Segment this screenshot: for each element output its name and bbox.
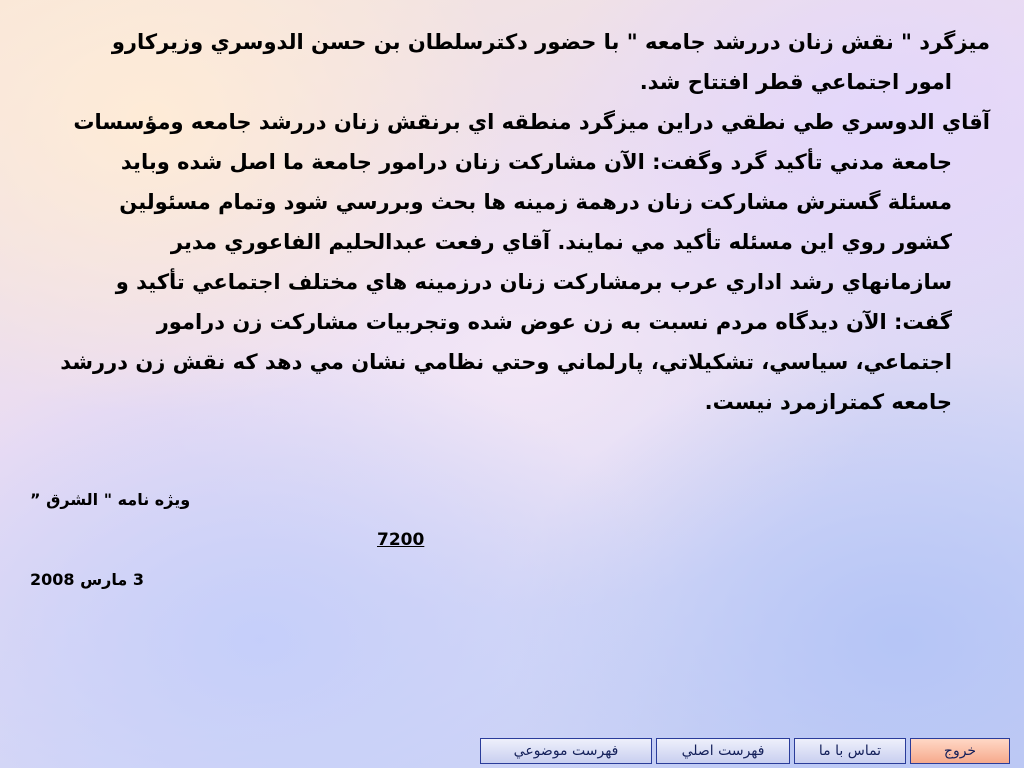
date-label: 3 مارس 2008 (30, 570, 145, 589)
paragraph-2-line: مسئلة گسترش مشاركت زنان درهمة زمينه ها بحث وبررسي شود وتمام مسئولين (119, 190, 952, 214)
paragraph-2-line: كشور روي اين مسئله تأكيد مي نمايند. آقاي رفعت عبدالحليم الفاعوري مدير (170, 230, 952, 254)
paragraph-2-line: جامعه كمترازمرد نيست. (704, 390, 952, 414)
paragraph-1 (40, 22, 990, 102)
contact-button[interactable]: تماس با ما (794, 738, 906, 764)
paragraph-1-line: ميزگرد " نقش زنان دررشد جامعه " با حضور دكترسلطان بن حسن الدوسري وزيركارو (111, 30, 990, 54)
source-label: ويژه نامه " الشرق ” (30, 490, 191, 509)
exit-button[interactable]: خروج (910, 738, 1010, 764)
paragraph-2-line: گفت: الآن ديدگاه مردم نسبت به زن عوض شده وتجربيات مشاركت زن درامور (156, 310, 952, 334)
paragraph-2 (40, 102, 990, 422)
topic-index-button[interactable]: فهرست موضوعي (480, 738, 652, 764)
paragraph-2-line: آقاي الدوسري طي نطقي دراين ميزگرد منطقه اي برنقش زنان دررشد جامعه ومؤسسات (73, 110, 990, 134)
main-index-button[interactable]: فهرست اصلي (656, 738, 790, 764)
paragraph-2-line: اجتماعي، سياسي، تشكيلاتي، پارلماني وحتي نظامي نشان مي دهد كه نقش زن دررشد (60, 350, 952, 374)
paragraph-1-line: امور اجتماعي قطر افتتاح شد. (639, 70, 952, 94)
paragraph-2-line: جامعة مدني تأكيد گرد وگفت: الآن مشاركت زنان درامور جامعة ما اصل شده وبايد (120, 150, 952, 174)
bottom-navigation (480, 738, 1024, 768)
count-link[interactable]: 7200 (377, 530, 425, 550)
article-body (40, 22, 990, 422)
paragraph-2-line: سازمانهاي رشد اداري عرب برمشاركت زنان درزمينه هاي مختلف اجتماعي تأكيد و (115, 270, 952, 294)
